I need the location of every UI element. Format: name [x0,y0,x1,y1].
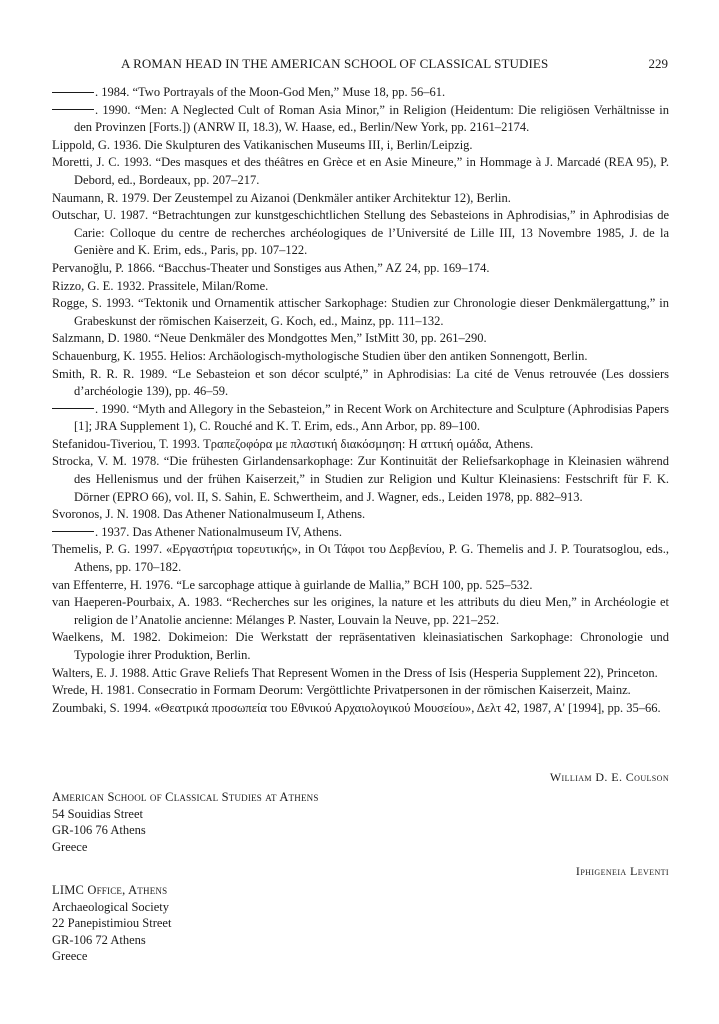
address-line: Greece [52,839,88,854]
address-line: GR-106 76 Athens [52,823,146,838]
reference-entry: . 1937. Das Athener Nationalmuseum IV, Athens. [52,524,669,542]
author-address [52,882,171,965]
reference-entry: . 1984. “Two Portrayals of the Moon-God Men,” Muse 18, pp. 56–61. [52,84,669,102]
repeat-author-dash [52,92,94,93]
reference-entry: Zoumbaki, S. 1994. «Θεατρικά προσωπεία του Εθνικού Αρχαιολογικού Μουσείου», Δελτ 42, 1987, Α' [1994], pp. 35–66. [52,700,661,715]
author-name: William D. E. Coulson [549,770,669,784]
address-line: Archaeological Society [52,899,169,914]
address-line: 22 Panepistimiou Street [52,916,172,931]
reference-entry: Waelkens, M. 1982. Dokimeion: Die Werkstatt der repräsentativen kleinasiatischen Sarkophage: Chronologie und Typologie ihrer Produktion, Berlin. [52,630,669,662]
reference-entry: Walters, E. J. 1988. Attic Grave Reliefs That Represent Women in the Dress of Isis (Hesperia Supplement 22), Princeton. [52,665,658,680]
reference-entry: . 1990. “Myth and Allegory in the Sebasteion,” in Recent Work on Architecture and Sculpture (Aphrodisias Papers [1]; JRA Supplement 1), C. Rouché and K. T. Erim, eds., Ann Arbor, pp. 89–100. [52,401,669,436]
reference-entry: van Effenterre, H. 1976. “Le sarcophage attique à guirlande de Mallia,” BCH 100, pp. 525–532. [52,577,533,592]
institution-name: LIMC Office, Athens [52,883,168,897]
running-title: A ROMAN HEAD IN THE AMERICAN SCHOOL OF CLASSICAL STUDIES [121,56,549,71]
reference-entry: Lippold, G. 1936. Die Skulpturen des Vatikanischen Museums III, i, Berlin/Leipzig. [52,137,473,152]
reference-entry: Strocka, V. M. 1978. “Die frühesten Girlandensarkophage: Zur Kontinuität der Reliefsarkophage in Kleinasien während des Hellenismus und der frühen Kaiserzeit,” in Studien zur Religion und Kultur Kleinasiens: Festschrift für F. K. Dörner (EPRO 66), vol. II, S. Sahin, E. Schwertheim, and J. Wagner, eds., Leiden 1978, pp. 882–913. [52,454,669,504]
reference-entry: Schauenburg, K. 1955. Helios: Archäologisch-mythologische Studien über den antiken Sonnengott, Berlin. [52,348,588,363]
reference-entry: Salzmann, D. 1980. “Neue Denkmäler des Mondgottes Men,” IstMitt 30, pp. 261–290. [52,331,487,346]
author-name: Iphigeneia Leventi [575,864,669,878]
author-address [52,789,319,855]
address-line: 54 Souidias Street [52,806,143,821]
reference-entry: Svoronos, J. N. 1908. Das Athener Nationalmuseum I, Athens. [52,507,366,522]
reference-entry: Outschar, U. 1987. “Betrachtungen zur kunstgeschichtlichen Stellung des Sebasteions in Aphrodisias,” in Aphrodisias de Carie: Colloque du centre de recherches archéologiques de l’Université de Lille III, 13 Novembre 1985, J. de la Genière and K. Erim, eds., Paris, pp. 107–122. [52,208,669,258]
repeat-author-dash [52,109,94,110]
repeat-author-dash [52,408,94,409]
reference-entry: Rizzo, G. E. 1932. Prassitele, Milan/Rome. [52,278,269,293]
reference-entry: . 1990. “Men: A Neglected Cult of Roman Asia Minor,” in Religion (Heidentum: Die religiösen Verhältnisse in den Provinzen [Forts.]) (ANRW II, 18.3), W. Haase, ed., Berlin/New York, pp. 2161–2174. [52,102,669,137]
reference-entry: Stefanidou-Tiveriou, T. 1993. Τραπεζοφόρα με πλαστική διακόσμηση: Η αττική ομάδα, Athens. [52,436,534,451]
reference-entry: Smith, R. R. R. 1989. “Le Sebasteion et son décor sculpté,” in Aphrodisias: La cité de Venus retrouvée (Les dossiers d’archéologie 139), pp. 46–59. [52,366,669,399]
repeat-author-dash [52,531,94,532]
running-header [105,56,670,74]
address-line: GR-106 72 Athens [52,932,146,947]
institution-name: American School of Classical Studies at Athens [52,790,319,804]
reference-entry: van Haeperen-Pourbaix, A. 1983. “Recherches sur les origines, la nature et les attributs du dieu Men,” in Archéologie et religion de l’Anatolie ancienne: Mélanges P. Naster, Louvain la Neuve, pp. 221–252. [52,595,669,627]
address-line: Greece [52,949,88,964]
page-number: 229 [648,56,668,71]
reference-entry: Themelis, P. G. 1997. «Εργαστήρια τορευτικής», in Οι Τάφοι του Δερβενίου, P. G. Themelis and J. P. Touratsoglou, eds., Athens, pp. 170–182. [52,542,669,575]
reference-entry: Rogge, S. 1993. “Tektonik und Ornamentik attischer Sarkophage: Studien zur Chronologie dieser Denkmälergattung,” in Grabeskunst der römischen Kaiserzeit, G. Koch, ed., Mainz, pp. 111–132. [52,296,669,328]
reference-entry: Moretti, J. C. 1993. “Des masques et des théâtres en Grèce et en Asie Mineure,” in Hommage à J. Marcadé (REA 95), P. Debord, ed., Bordeaux, pp. 207–217. [52,155,669,187]
reference-entry: Wrede, H. 1981. Consecratio in Formam Deorum: Vergöttlichte Privatpersonen in der römischen Kaiserzeit, Mainz. [52,683,631,698]
reference-entry: Pervanoğlu, P. 1866. “Bacchus-Theater und Sonstiges aus Athen,” AZ 24, pp. 169–174. [52,260,490,275]
reference-entry: Naumann, R. 1979. Der Zeustempel zu Aizanoi (Denkmäler antiker Architektur 12), Berlin. [52,190,511,205]
reference-list [52,84,669,717]
